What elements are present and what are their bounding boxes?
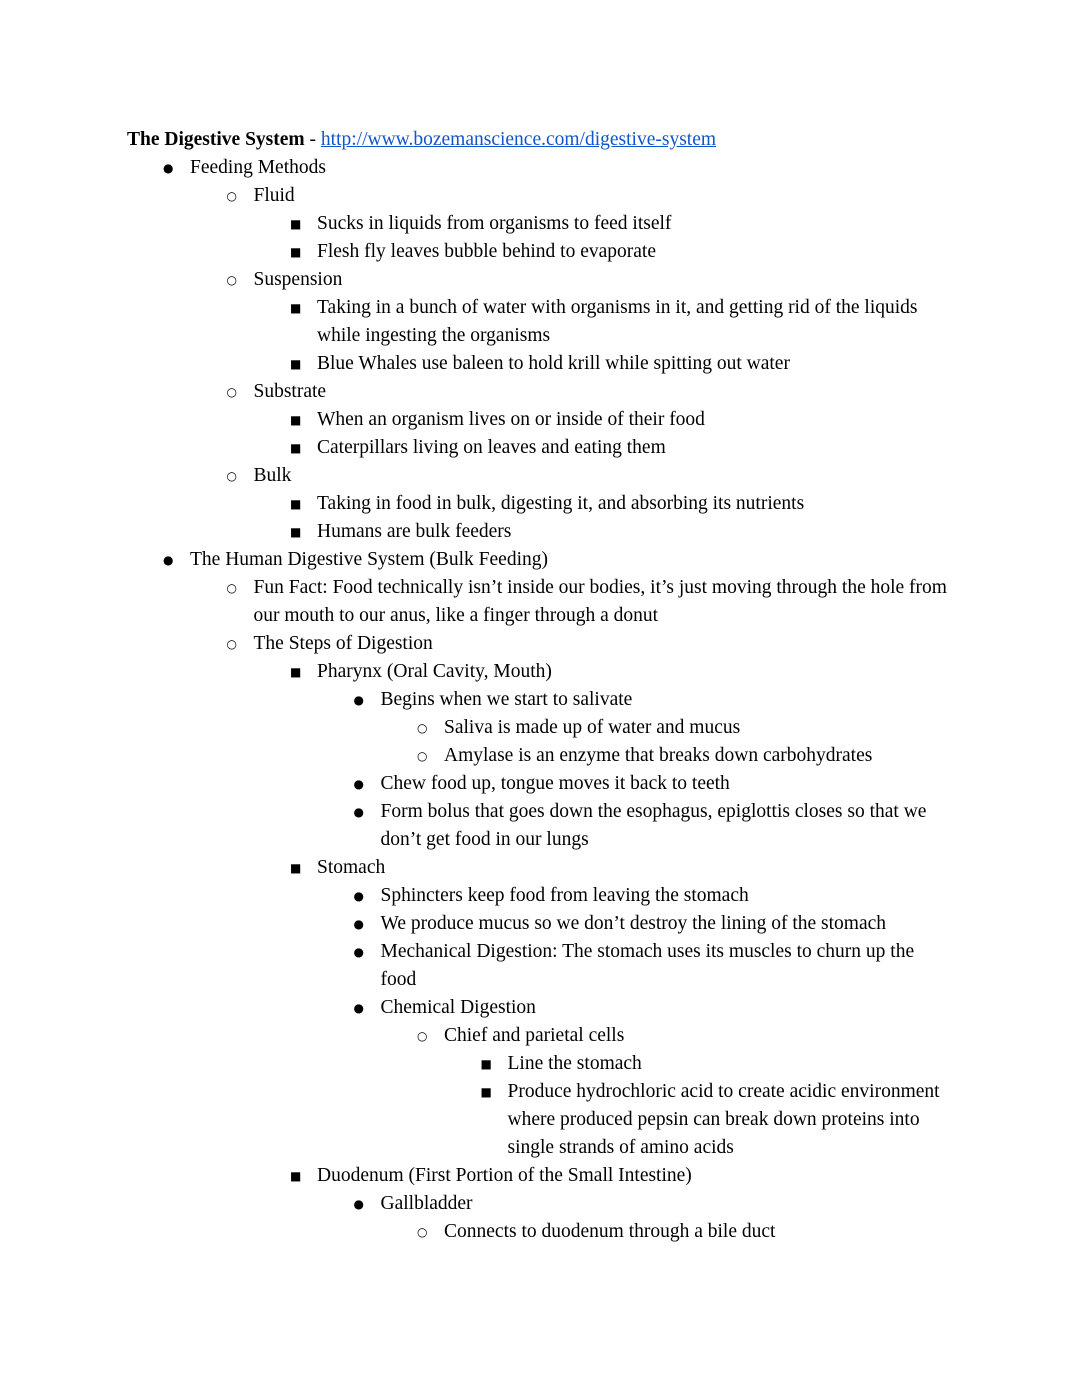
bullet-square-icon: ■ xyxy=(290,665,302,679)
bozemanscience-link[interactable]: http://www.bozemanscience.com/digestive-system xyxy=(320,129,717,150)
bullet-circle-icon: ○ xyxy=(417,721,428,735)
bullet-square-icon: ■ xyxy=(290,217,302,231)
list-item-text: Produce hydrochloric acid to create acidic environment where produced pepsin can break down proteins into single strands of amino acids xyxy=(507,1081,940,1158)
list-item-text: Feeding Methods xyxy=(190,157,326,178)
document-title-line xyxy=(127,126,953,154)
list-item-text: Chew food up, tongue moves it back to teeth xyxy=(380,773,730,794)
title-separator: - xyxy=(304,129,321,150)
list-item xyxy=(290,854,953,882)
bullet-circle-icon: ○ xyxy=(226,581,237,595)
document-title: The Digestive System xyxy=(127,129,305,150)
list-item-text: Pharynx (Oral Cavity, Mouth) xyxy=(317,661,552,682)
bullet-disc-icon: ● xyxy=(353,805,364,819)
list-item-text: Fluid xyxy=(253,185,295,206)
bullet-circle-icon: ○ xyxy=(417,749,428,763)
bullet-disc-icon: ● xyxy=(353,945,364,959)
list-item-text: Sucks in liquids from organisms to feed itself xyxy=(317,213,672,234)
list-item xyxy=(227,630,954,658)
list-item-text: Line the stomach xyxy=(507,1053,642,1074)
list-item-text: Chemical Digestion xyxy=(380,997,536,1018)
bullet-disc-icon: ● xyxy=(163,553,174,567)
list-item xyxy=(417,714,953,742)
list-item-text: Connects to duodenum through a bile duct xyxy=(444,1221,776,1242)
list-item-text: Chief and parietal cells xyxy=(444,1025,625,1046)
list-item xyxy=(417,1022,953,1050)
bullet-square-icon: ■ xyxy=(480,1085,492,1099)
list-item xyxy=(290,434,953,462)
list-item-text: When an organism lives on or inside of their food xyxy=(317,409,705,430)
list-item xyxy=(354,798,954,854)
list-item-text: Gallbladder xyxy=(380,1193,473,1214)
bullet-square-icon: ■ xyxy=(480,1057,492,1071)
outline-list xyxy=(127,154,953,1246)
bullet-square-icon: ■ xyxy=(290,525,302,539)
list-item-text: Taking in food in bulk, digesting it, and absorbing its nutrients xyxy=(317,493,805,514)
bullet-circle-icon: ○ xyxy=(226,637,237,651)
list-item xyxy=(481,1078,954,1162)
list-item xyxy=(290,658,953,686)
list-item-text: Stomach xyxy=(317,857,386,878)
list-item xyxy=(290,1162,953,1190)
list-item xyxy=(290,518,953,546)
list-item-text: Bulk xyxy=(253,465,292,486)
list-item-text: Amylase is an enzyme that breaks down carbohydrates xyxy=(444,745,873,766)
list-item xyxy=(354,994,954,1022)
list-item xyxy=(417,742,953,770)
list-item xyxy=(290,210,953,238)
list-item-text: Suspension xyxy=(253,269,343,290)
list-item-text: Humans are bulk feeders xyxy=(317,521,512,542)
list-item xyxy=(354,938,954,994)
list-item-text: Saliva is made up of water and mucus xyxy=(444,717,741,738)
bullet-circle-icon: ○ xyxy=(226,273,237,287)
list-item xyxy=(163,154,953,182)
list-item xyxy=(227,574,954,630)
bullet-disc-icon: ● xyxy=(353,1001,364,1015)
bullet-square-icon: ■ xyxy=(290,301,302,315)
list-item xyxy=(227,182,954,210)
bullet-circle-icon: ○ xyxy=(417,1225,428,1239)
bullet-disc-icon: ● xyxy=(353,777,364,791)
list-item-text: Caterpillars living on leaves and eating them xyxy=(317,437,666,458)
bullet-disc-icon: ● xyxy=(353,693,364,707)
bullet-circle-icon: ○ xyxy=(226,469,237,483)
list-item xyxy=(481,1050,954,1078)
list-item-text: The Steps of Digestion xyxy=(253,633,433,654)
list-item-text: Blue Whales use baleen to hold krill while spitting out water xyxy=(317,353,790,374)
bullet-disc-icon: ● xyxy=(163,161,174,175)
bullet-circle-icon: ○ xyxy=(417,1029,428,1043)
bullet-square-icon: ■ xyxy=(290,413,302,427)
list-item-text: We produce mucus so we don’t destroy the lining of the stomach xyxy=(380,913,887,934)
bullet-circle-icon: ○ xyxy=(226,385,237,399)
bullet-square-icon: ■ xyxy=(290,357,302,371)
bullet-circle-icon: ○ xyxy=(226,189,237,203)
bullet-square-icon: ■ xyxy=(290,441,302,455)
list-item xyxy=(227,266,954,294)
list-item xyxy=(290,294,953,350)
list-item xyxy=(290,490,953,518)
bullet-square-icon: ■ xyxy=(290,1169,302,1183)
list-item-text: Substrate xyxy=(253,381,327,402)
bullet-square-icon: ■ xyxy=(290,497,302,511)
list-item-text: Mechanical Digestion: The stomach uses its muscles to churn up the food xyxy=(380,941,915,990)
list-item xyxy=(163,546,953,574)
bullet-disc-icon: ● xyxy=(353,917,364,931)
list-item xyxy=(290,350,953,378)
list-item xyxy=(290,406,953,434)
bullet-disc-icon: ● xyxy=(353,1197,364,1211)
list-item-text: Taking in a bunch of water with organisms in it, and getting rid of the liquids while ingesting the organisms xyxy=(317,297,918,346)
bullet-disc-icon: ● xyxy=(353,889,364,903)
list-item-text: The Human Digestive System (Bulk Feeding) xyxy=(190,549,548,570)
list-item xyxy=(354,1190,954,1218)
list-item-text: Duodenum (First Portion of the Small Intestine) xyxy=(317,1165,692,1186)
list-item-text: Begins when we start to salivate xyxy=(380,689,633,710)
list-item xyxy=(227,462,954,490)
list-item xyxy=(417,1218,953,1246)
bullet-square-icon: ■ xyxy=(290,861,302,875)
list-item-text: Sphincters keep food from leaving the stomach xyxy=(380,885,749,906)
list-item xyxy=(354,770,954,798)
list-item xyxy=(354,910,954,938)
list-item xyxy=(354,882,954,910)
list-item xyxy=(227,378,954,406)
list-item-text: Form bolus that goes down the esophagus, epiglottis closes so that we don’t get food in our lungs xyxy=(380,801,927,850)
list-item-text: Fun Fact: Food technically isn’t inside our bodies, it’s just moving through the hole from our mouth to our anus, like a finger through a donut xyxy=(253,577,947,626)
list-item xyxy=(290,238,953,266)
bullet-square-icon: ■ xyxy=(290,245,302,259)
list-item-text: Flesh fly leaves bubble behind to evaporate xyxy=(317,241,656,262)
list-item xyxy=(354,686,954,714)
